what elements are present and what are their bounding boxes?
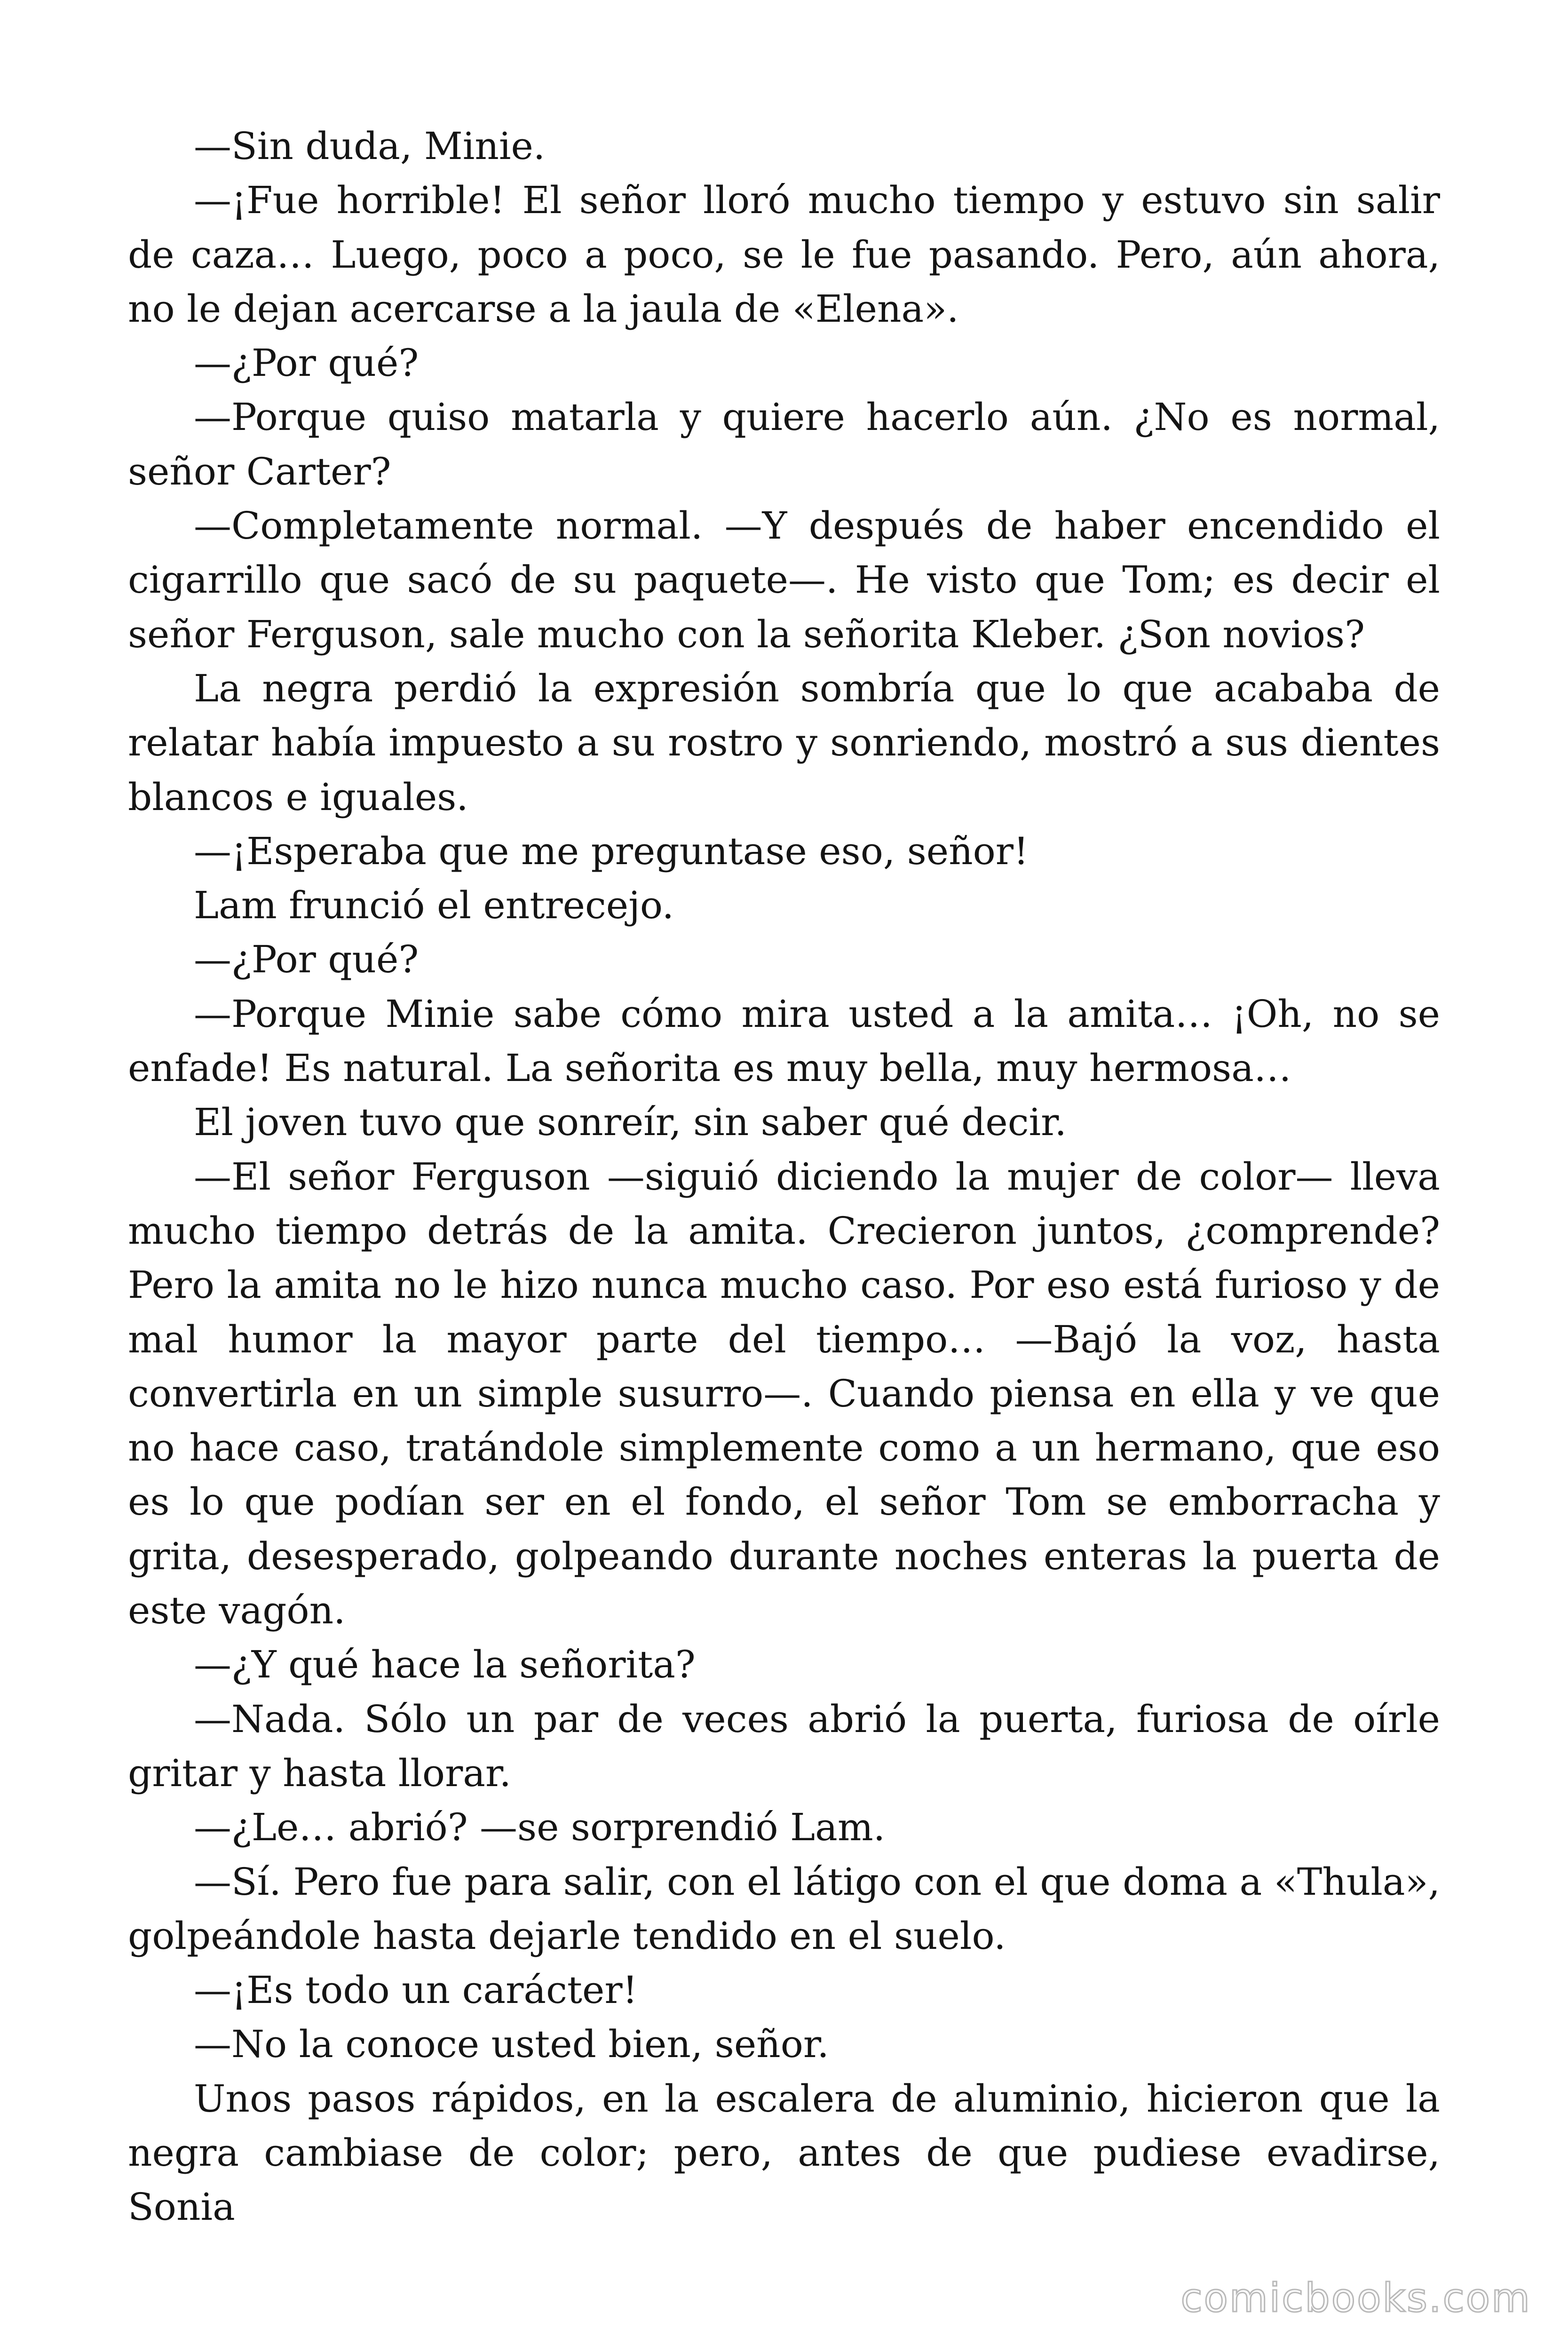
paragraph: —No la conoce usted bien, señor. [194, 2022, 829, 2066]
paragraph: —¿Le… abrió? —se sorprendió Lam. [194, 1805, 886, 1850]
paragraph: —¿Por qué? [194, 341, 419, 385]
paragraph: —Sí. Pero fue para salir, con el látigo con el que doma a «Thula», golpeándole hasta dejarle tendido en el suelo. [128, 1859, 1440, 1958]
page-body [128, 119, 1440, 2234]
paragraph: —Porque quiso matarla y quiere hacerlo aún. ¿No es normal, señor Carter? [128, 395, 1440, 493]
paragraph: —¿Y qué hace la señorita? [194, 1643, 696, 1687]
paragraph: Lam frunció el entrecejo. [194, 883, 674, 928]
paragraph: —¿Por qué? [194, 938, 419, 982]
watermark: comicbooks.com [1180, 2275, 1531, 2321]
paragraph: El joven tuvo que sonreír, sin saber qué decir. [194, 1100, 1067, 1144]
paragraph: —¡Es todo un carácter! [194, 1968, 638, 2012]
paragraph: —Sin duda, Minie. [194, 124, 546, 168]
paragraph: Unos pasos rápidos, en la escalera de aluminio, hicieron que la negra cambiase de color; pero, antes de que pudiese evadirse, Sonia [128, 2076, 1440, 2229]
paragraph: —Completamente normal. —Y después de haber encendido el cigarrillo que sacó de su paquete—. He visto que Tom; es decir el señor Ferguson, sale mucho con la señorita Kleber. ¿Son novios? [128, 504, 1440, 656]
paragraph: —¡Fue horrible! El señor lloró mucho tiempo y estuvo sin salir de caza… Luego, poco a poco, se le fue pasando. Pero, aún ahora, no le dejan acercarse a la jaula de «Elena». [128, 178, 1440, 331]
paragraph: La negra perdió la expresión sombría que lo que acababa de relatar había impuesto a su rostro y sonriendo, mostró a sus dientes blancos e iguales. [128, 666, 1440, 819]
paragraph: —¡Esperaba que me preguntase eso, señor! [194, 829, 1029, 873]
paragraph: —Nada. Sólo un par de veces abrió la puerta, furiosa de oírle gritar y hasta llorar. [128, 1697, 1440, 1795]
paragraph: —Porque Minie sabe cómo mira usted a la amita… ¡Oh, no se enfade! Es natural. La señorita es muy bella, muy hermosa… [128, 992, 1440, 1090]
paragraph: —El señor Ferguson —siguió diciendo la mujer de color— lleva mucho tiempo detrás de la amita. Crecieron juntos, ¿comprende? Pero la amita no le hizo nunca mucho caso. Por eso está furioso y de mal humor la mayor parte del tiempo… —Bajó la voz, hasta convertirla en un simple susurro—. Cuando piensa en ella y ve que no hace caso, tratándole simplemente como a un hermano, que eso es lo que podían ser en el fondo, el señor Tom se emborracha y grita, desesperado, golpeando durante noches enteras la puerta de este vagón. [128, 1154, 1440, 1633]
